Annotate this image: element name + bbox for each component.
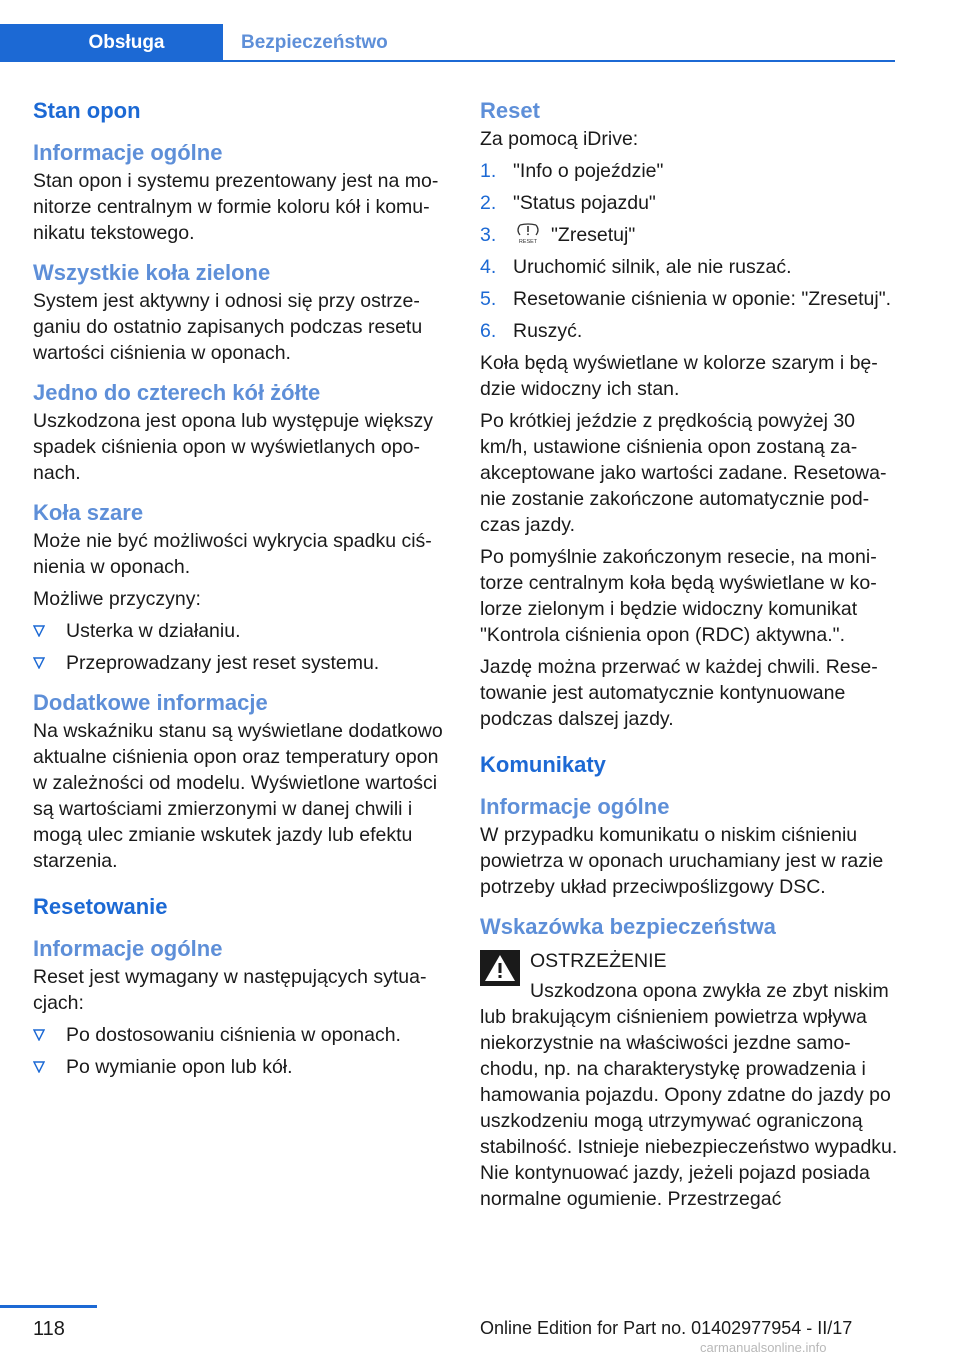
step-text: "Zresetuj" [551,224,636,246]
tire-reset-icon [513,222,543,244]
subheading-dodatkowe-informacje: Dodatkowe informacje [33,690,268,715]
step-text: "Info o pojeździe" [513,160,664,182]
warning-text: Uszkodzona opona zwykła ze zbyt niskim lub brakującym ciśnieniem powietrza wpływa niekorzystnie na właściwości jezdne samochodu, np. na charakterystykę prowadzenia i hamowania pojazdu. Opony zdatne do jazdy po uszkodzeniu mogą utrzymywać ograniczoną stabilność. Istnieje niebezpieczeństwo wypadku. Nie kontynuować jazdy, jeżeli pojazd posiada normalne ogumienie. Przestrzegać [480,980,898,1210]
reset-cases-list [33,1022,453,1080]
tab-bezpieczenstwo[interactable]: Bezpieczeństwo [241,32,388,53]
paragraph-after-2: Po krótkiej jeździe z prędkością powyżej 30 km/h, ustawione ciśnienia opon zostaną zaakceptowane jako wartości zadane. Resetowanie zostanie zakończone automatycznie podczas jazdy. [480,410,887,536]
heading-stan-opon: Stan opon [33,98,141,123]
step-text: "Status pojazdu" [513,192,656,214]
list-item-text: Po dostosowaniu ciśnienia w oponach. [66,1024,401,1046]
warning-title: OSTRZEŻENIE [530,950,667,972]
paragraph-grey: Może nie być możliwości wykrycia spadku ciśnienia w oponach. [33,530,432,578]
list-item-text: Po wymianie opon lub kół. [66,1056,293,1078]
list-item-text: Usterka w działaniu. [66,620,241,642]
subheading-kola-szare: Koła szare [33,500,144,525]
subheading-wszystkie-kola-zielone: Wszystkie koła zielone [33,260,271,285]
paragraph-green: System jest aktywny i odnosi się przy ostrzeganiu do ostatnio zapisanych podczas resetu wartości ciśnienia w oponach. [33,290,423,364]
subheading-informacje-ogolne-3: Informacje ogólne [480,794,670,819]
step-number: 6. [480,320,497,342]
list-item [33,1054,453,1080]
list-item [480,318,898,344]
list-item [33,1022,453,1048]
step-text: Uruchomić silnik, ale nie ruszać. [513,256,792,278]
list-item [480,286,898,312]
list-item [480,190,898,216]
bullet-triangle-icon [33,1029,45,1041]
paragraph-after-4: Jazdę można przerwać w każdej chwili. Resetowanie jest automatycznie kontynuowane podczas dalszej jazdy. [480,656,878,730]
bullet-triangle-icon [33,1061,45,1073]
paragraph-info: Stan opon i systemu prezentowany jest na monitorze centralnym w formie koloru kół i komunikatu tekstowego. [33,170,439,244]
paragraph-extra: Na wskaźniku stanu są wyświetlane dodatkowo aktualne ciśnienia opon oraz temperatury opon w zależności od modelu. Wyświetlone wartości są wartościami zmierzonymi w danej chwili i mogą ulec zmianie wskutek jazdy lub efektu starzenia. [33,720,443,872]
paragraph-causes: Możliwe przyczyny: [33,588,201,610]
subheading-informacje-ogolne-2: Informacje ogólne [33,936,223,961]
causes-list [33,618,453,676]
watermark: carmanualsonline.info [700,1340,827,1355]
list-item [33,618,453,644]
list-item [480,158,898,184]
list-item-text: Przeprowadzany jest reset systemu. [66,652,380,674]
warning-block [480,948,898,974]
step-text: Ruszyć. [513,320,583,342]
list-item [480,254,898,280]
paragraph-idrive: Za pomocą iDrive: [480,128,639,150]
edition-text: Online Edition for Part no. 01402977954 - II/17 [480,1318,853,1338]
warning-triangle-icon [480,950,520,986]
subheading-jedno-do-czterech: Jedno do czterech kół żółte [33,380,321,405]
step-number: 2. [480,192,497,214]
list-item [480,222,898,248]
step-number: 3. [480,224,497,246]
page-header [0,0,960,62]
step-number: 1. [480,160,497,182]
heading-resetowanie: Resetowanie [33,894,168,919]
list-item [33,650,453,676]
reset-icon-label: RESET [518,239,538,244]
right-column [480,96,898,1212]
header-divider [223,60,895,62]
step-number: 5. [480,288,497,310]
paragraph-dsc: W przypadku komunikatu o niskim ciśnieniu powietrza w oponach uruchamiany jest w razie potrzeby układ przeciwpoślizgowy DSC. [480,824,884,898]
paragraph-after-1: Koła będą wyświetlane w kolorze szarym i będzie widoczny ich stan. [480,352,878,400]
step-text: Resetowanie ciśnienia w oponie: "Zresetuj". [513,288,892,310]
heading-komunikaty: Komunikaty [480,752,606,777]
page-number: 118 [33,1318,65,1340]
tab-obsluga[interactable]: Obsługa [0,24,223,62]
paragraph-after-3: Po pomyślnie zakończonym resecie, na monitorze centralnym koła będą wyświetlane w kolorze zielonym i będzie widoczny komunikat "Kontrola ciśnienia opon (RDC) aktywna.". [480,546,877,646]
subheading-wskazowka-bezpieczenstwa: Wskazówka bezpieczeństwa [480,914,776,939]
paragraph-yellow: Uszkodzona jest opona lub występuje większy spadek ciśnienia opon w wyświetlanych oponach. [33,410,433,484]
step-number: 4. [480,256,497,278]
footer-divider [0,1305,97,1308]
bullet-triangle-icon [33,625,45,637]
bullet-triangle-icon [33,657,45,669]
reset-steps-list [480,158,898,344]
paragraph-reset-needed: Reset jest wymagany w następujących sytuacjach: [33,966,427,1014]
left-column [33,96,453,1086]
subheading-informacje-ogolne: Informacje ogólne [33,140,223,165]
subheading-reset: Reset [480,98,540,123]
